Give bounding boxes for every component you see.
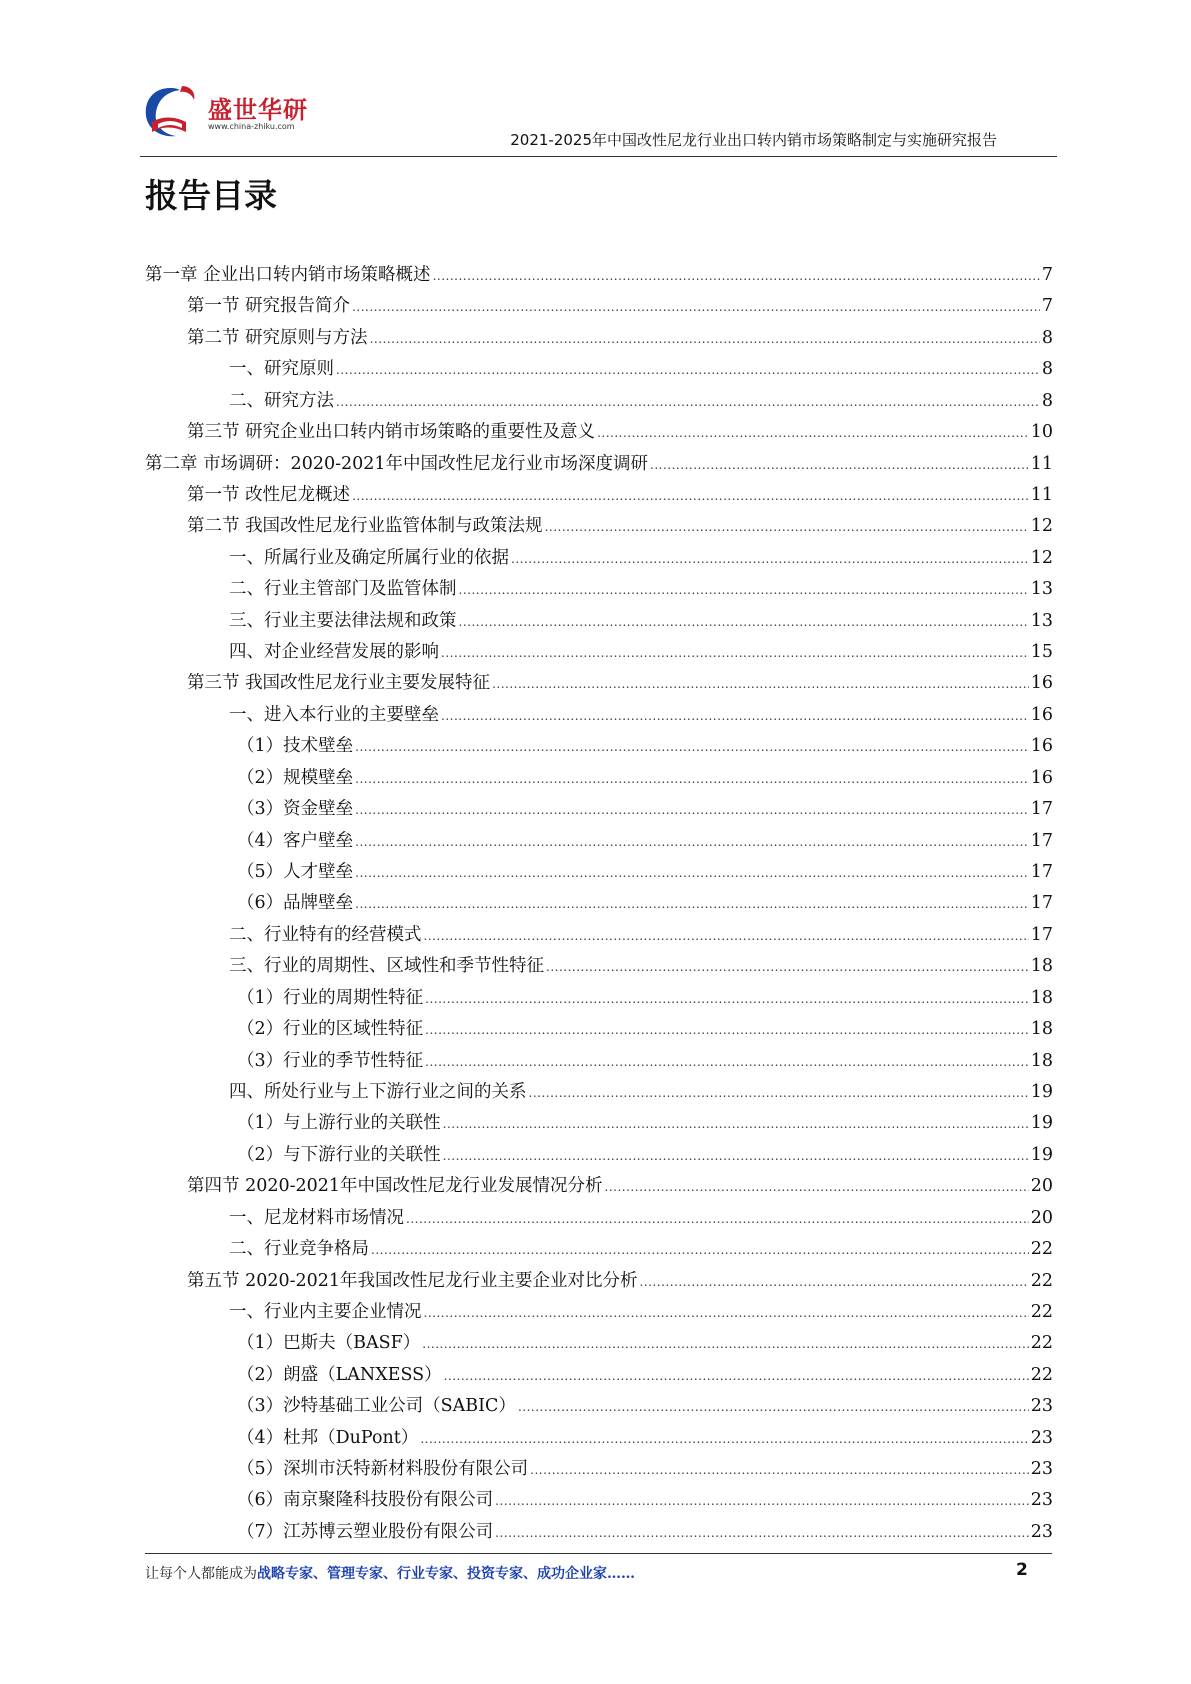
toc-entry-label: 第二节 研究原则与方法 [187,327,368,348]
toc-entry[interactable] [145,1109,1053,1140]
toc-entry[interactable] [145,701,1053,732]
toc-entry-label: 第一章 企业出口转内销市场策略概述 [145,265,431,285]
toc-dot-leader [459,611,1029,631]
toc-entry[interactable] [145,1015,1053,1046]
toc-entry-label: 三、行业的周期性、区域性和季节性特征 [229,956,544,977]
toc-entry-page: 20 [1030,1176,1053,1197]
toc-dot-leader [441,642,1029,662]
toc-dot-leader [492,673,1029,693]
toc-entry-label: （2）行业的区域性特征 [237,1019,424,1040]
toc-entry-label: （5）深圳市沃特新材料股份有限公司 [237,1459,529,1480]
toc-dot-leader [545,516,1029,536]
toc-dot-leader [433,265,1040,285]
toc-entry-page: 17 [1030,924,1053,945]
toc-entry-page: 13 [1030,610,1053,631]
toc-entry-label: （2）规模壁垒 [237,767,354,788]
toc-entry-page: 17 [1030,799,1053,820]
toc-dot-leader [518,1396,1029,1416]
toc-entry-label: 四、所处行业与上下游行业之间的关系 [229,1081,527,1102]
toc-entry-page: 23 [1030,1490,1053,1511]
toc-entry[interactable] [145,669,1053,700]
toc-entry-page: 16 [1030,673,1053,694]
toc-dot-leader [495,1490,1029,1510]
toc-entry[interactable] [145,450,1053,481]
toc-entry-page: 8 [1041,327,1053,348]
toc-entry-label: 四、对企业经营发展的影响 [229,642,439,663]
toc-entry-page: 18 [1030,1019,1053,1040]
toc-entry-label: 二、行业主管部门及监管体制 [229,579,457,600]
toc-entry-label: （1）行业的周期性特征 [237,987,424,1008]
toc-entry[interactable] [145,1298,1053,1329]
toc-entry-page: 18 [1030,987,1053,1008]
toc-entry-label: （5）人才壁垒 [237,862,354,883]
toc-dot-leader [425,1051,1029,1071]
toc-entry-page: 17 [1030,893,1053,914]
toc-entry-label: 一、行业内主要企业情况 [229,1301,422,1322]
toc-entry-page: 12 [1030,547,1053,568]
toc-entry[interactable] [145,1172,1053,1203]
toc-entry[interactable] [145,355,1053,386]
toc-entry[interactable] [145,1455,1053,1486]
toc-dot-leader [336,391,1040,411]
toc-dot-leader [370,328,1040,348]
toc-entry-page: 23 [1030,1396,1053,1417]
toc-dot-leader [336,359,1040,379]
toc-entry-page: 8 [1041,359,1053,380]
toc-entry-label: 第二章 市场调研：2020-2021年中国改性尼龙行业市场深度调研 [145,453,649,474]
toc-entry-page: 23 [1030,1427,1053,1448]
toc-entry-page: 17 [1030,862,1053,883]
toc-dot-leader [355,862,1029,882]
toc-entry[interactable] [145,1486,1053,1517]
toc-entry[interactable] [145,921,1053,952]
toc-entry-label: （3）沙特基础工业公司（SABIC） [237,1396,516,1417]
toc-entry-label: （4）客户壁垒 [237,830,354,851]
toc-entry-label: 一、研究原则 [229,359,334,380]
toc-entry[interactable] [145,1141,1053,1172]
toc-entry[interactable] [145,858,1053,889]
toc-entry[interactable] [145,481,1053,512]
toc-entry-label: （7）江苏博云塑业股份有限公司 [237,1521,494,1542]
toc-dot-leader [355,831,1029,851]
toc-entry-page: 22 [1030,1239,1053,1260]
toc-entry-page: 7 [1041,296,1053,317]
toc-dot-leader [355,799,1029,819]
toc-entry-label: （2）与下游行业的关联性 [237,1144,441,1165]
toc-entry-page: 12 [1030,516,1053,537]
toc-entry[interactable] [145,324,1053,355]
toc-entry[interactable] [145,732,1053,763]
toc-dot-leader [529,1082,1029,1102]
toc-entry[interactable] [145,1267,1053,1298]
toc-entry-label: 二、研究方法 [229,390,334,411]
toc-entry-label: （3）资金壁垒 [237,799,354,820]
toc-dot-leader [495,1522,1029,1542]
company-logo [140,80,330,146]
toc-entry-label: （1）与上游行业的关联性 [237,1113,441,1134]
toc-dot-leader [459,579,1029,599]
toc-entry[interactable] [145,1424,1053,1455]
toc-dot-leader [352,485,1029,505]
toc-entry[interactable] [145,1361,1053,1392]
toc-entry-page: 16 [1030,736,1053,757]
toc-entry-label: 第五节 2020-2021年我国改性尼龙行业主要企业对比分析 [187,1270,638,1291]
toc-entry-page: 11 [1030,453,1053,474]
toc-entry[interactable] [145,575,1053,606]
toc-entry-label: 一、进入本行业的主要壁垒 [229,704,439,725]
toc-entry-page: 16 [1030,767,1053,788]
toc-entry[interactable] [145,1392,1053,1423]
toc-entry[interactable] [145,827,1053,858]
toc-entry-page: 8 [1041,390,1053,411]
toc-dot-leader [425,988,1029,1008]
toc-entry-label: （1）技术壁垒 [237,736,354,757]
toc-entry-page: 11 [1030,484,1053,505]
toc-dot-leader [352,296,1040,316]
toc-entry-page: 22 [1030,1301,1053,1322]
toc-entry[interactable] [145,889,1053,920]
toc-entry-page: 23 [1030,1459,1053,1480]
toc-entry-page: 22 [1030,1270,1053,1291]
slogan-highlight: 战略专家、管理专家、行业专家、投资专家、成功企业家…… [257,1566,635,1582]
toc-dot-leader [546,956,1029,976]
page-number: 2 [1016,1560,1028,1580]
toc-entry[interactable] [145,638,1053,669]
toc-entry-label: 一、尼龙材料市场情况 [229,1207,404,1228]
toc-dot-leader [443,1145,1029,1165]
toc-dot-leader [444,1365,1029,1385]
toc-entry-label: 第三节 研究企业出口转内销市场策略的重要性及意义 [187,422,596,443]
toc-dot-leader [424,1302,1029,1322]
toc-entry[interactable] [145,292,1053,323]
logo-name: 盛世华研 [208,96,308,124]
report-title: 2021-2025年中国改性尼龙行业出口转内销市场策略制定与实施研究报告 [510,131,997,149]
toc-entry[interactable] [145,1078,1053,1109]
toc-dot-leader [424,925,1029,945]
toc-entry-label: 二、行业特有的经营模式 [229,924,422,945]
toc-entry-page: 22 [1030,1333,1053,1354]
toc-entry-page: 20 [1030,1207,1053,1228]
toc-entry[interactable] [145,1047,1053,1078]
toc-entry[interactable] [145,418,1053,449]
toc-entry[interactable] [145,764,1053,795]
toc-dot-leader [640,1271,1029,1291]
toc-entry-page: 7 [1041,265,1053,285]
toc-entry-label: 一、所属行业及确定所属行业的依据 [229,547,509,568]
toc-entry-page: 23 [1030,1521,1053,1542]
toc-entry[interactable] [145,1204,1053,1235]
toc-entry-label: （2）朗盛（LANXESS） [237,1364,442,1385]
toc-entry-label: 二、行业竞争格局 [229,1239,369,1260]
toc-entry-label: 第三节 我国改性尼龙行业主要发展特征 [187,673,491,694]
logo-url: www.china-zhiku.com [208,122,295,131]
toc-entry-page: 13 [1030,579,1053,600]
toc-entry-label: 三、行业主要法律法规和政策 [229,610,457,631]
page-title: 报告目录 [145,176,277,215]
toc-dot-leader [443,1113,1029,1133]
toc-dot-leader [422,1333,1028,1353]
toc-entry-page: 15 [1030,642,1053,663]
table-of-contents [145,261,1053,1549]
logo-emblem-icon [140,80,210,142]
page-header [140,80,1057,158]
toc-entry-label: （6）品牌壁垒 [237,893,354,914]
toc-dot-leader [441,705,1029,725]
header-divider [140,156,1057,157]
toc-dot-leader [605,1176,1029,1196]
slogan-prefix: 让每个人都能成为 [145,1566,257,1582]
toc-dot-leader [355,768,1029,788]
toc-dot-leader [650,454,1029,474]
toc-entry[interactable] [145,261,1053,292]
toc-dot-leader [371,1239,1029,1259]
toc-entry-page: 18 [1030,1050,1053,1071]
toc-entry[interactable] [145,1518,1053,1549]
footer-divider [145,1553,1052,1554]
toc-dot-leader [511,548,1029,568]
footer-slogan [145,1563,635,1583]
toc-entry[interactable] [145,544,1053,575]
toc-dot-leader [597,422,1029,442]
toc-entry[interactable] [145,1329,1053,1360]
toc-dot-leader [530,1459,1029,1479]
toc-entry-page: 19 [1030,1081,1053,1102]
toc-entry-page: 22 [1030,1364,1053,1385]
toc-entry-label: 第四节 2020-2021年中国改性尼龙行业发展情况分析 [187,1176,603,1197]
toc-entry-label: 第二节 我国改性尼龙行业监管体制与政策法规 [187,516,543,537]
toc-entry[interactable] [145,984,1053,1015]
toc-entry-label: （1）巴斯夫（BASF） [237,1333,421,1354]
toc-dot-leader [425,1019,1029,1039]
toc-dot-leader [355,736,1029,756]
toc-entry-label: 第一节 研究报告简介 [187,296,351,317]
toc-entry-label: （6）南京聚隆科技股份有限公司 [237,1490,494,1511]
toc-entry-page: 19 [1030,1144,1053,1165]
toc-dot-leader [406,1208,1029,1228]
toc-entry[interactable] [145,952,1053,983]
toc-entry-page: 18 [1030,956,1053,977]
toc-entry[interactable] [145,387,1053,418]
toc-entry-page: 17 [1030,830,1053,851]
toc-dot-leader [420,1428,1028,1448]
toc-entry-label: （3）行业的季节性特征 [237,1050,424,1071]
toc-entry[interactable] [145,607,1053,638]
toc-entry-label: 第一节 改性尼龙概述 [187,484,351,505]
toc-entry-label: （4）杜邦（DuPont） [237,1427,419,1448]
toc-dot-leader [355,893,1029,913]
toc-entry[interactable] [145,795,1053,826]
toc-entry-page: 19 [1030,1113,1053,1134]
toc-entry-page: 10 [1030,422,1053,443]
toc-entry-page: 16 [1030,704,1053,725]
toc-entry[interactable] [145,1235,1053,1266]
toc-entry[interactable] [145,512,1053,543]
